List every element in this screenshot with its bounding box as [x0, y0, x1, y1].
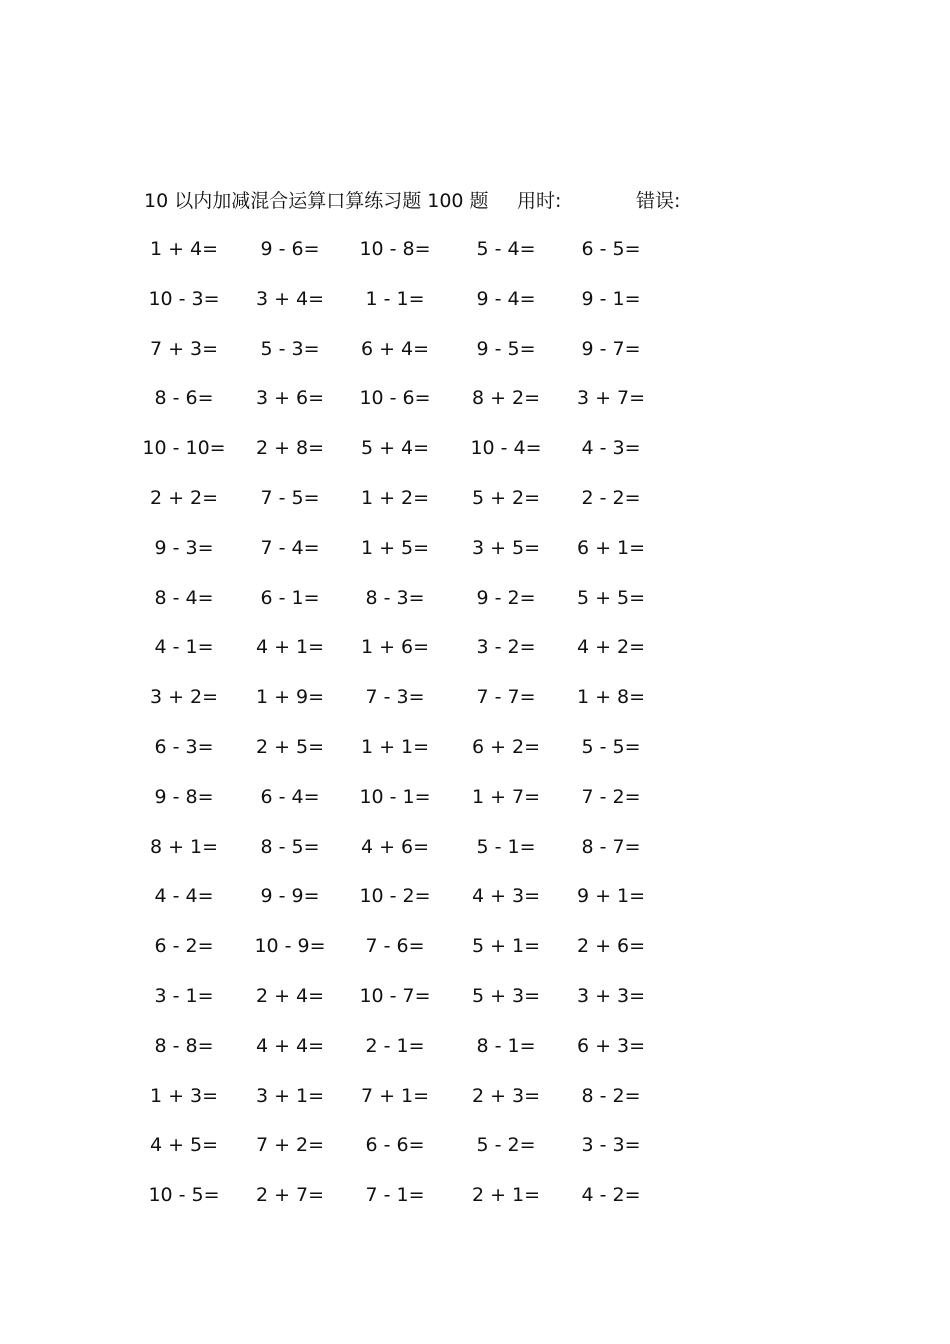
math-problem: 10 - 9= [254, 935, 326, 958]
math-problem: 6 + 2= [471, 735, 541, 758]
math-problem: 5 + 2= [471, 486, 541, 509]
math-problem: 2 + 8= [255, 437, 325, 460]
math-problem: 2 + 7= [255, 1184, 325, 1207]
worksheet-title: 10 以内加减混合运算口算练习题 100 题 [144, 190, 489, 212]
math-problem: 3 + 3= [576, 984, 646, 1007]
math-problem: 4 + 1= [255, 636, 325, 659]
problem-row [0, 383, 950, 433]
math-problem: 5 - 1= [476, 835, 536, 858]
math-problem: 2 + 5= [255, 735, 325, 758]
math-problem: 6 + 4= [360, 337, 430, 360]
problem-row [0, 732, 950, 782]
math-problem: 9 - 3= [154, 536, 214, 559]
math-problem: 9 - 1= [581, 287, 641, 310]
math-problem: 7 - 4= [260, 536, 320, 559]
math-problem: 10 - 5= [148, 1184, 220, 1207]
math-problem: 1 + 5= [360, 536, 430, 559]
math-problem: 7 + 3= [149, 337, 219, 360]
math-problem: 1 - 1= [365, 287, 425, 310]
math-problem: 9 - 2= [476, 586, 536, 609]
math-problem: 1 + 7= [471, 785, 541, 808]
time-used-label: 用时: [517, 190, 562, 212]
math-problem: 8 + 2= [471, 387, 541, 410]
math-problem: 5 - 4= [476, 238, 536, 260]
math-problem: 6 - 6= [365, 1134, 425, 1157]
math-problem: 7 - 6= [365, 935, 425, 958]
math-problem: 8 - 6= [154, 387, 214, 410]
math-problem: 3 + 7= [576, 387, 646, 410]
math-problem: 5 + 4= [360, 437, 430, 460]
math-problem: 4 + 4= [255, 1034, 325, 1057]
math-problem: 8 + 1= [149, 835, 219, 858]
math-problem: 6 + 3= [576, 1034, 646, 1057]
math-problem: 1 + 3= [149, 1084, 219, 1107]
problem-row [0, 881, 950, 931]
math-problem: 7 - 3= [365, 686, 425, 709]
math-problem: 10 - 10= [142, 437, 226, 460]
math-problem: 8 - 4= [154, 586, 214, 609]
math-problem: 9 - 9= [260, 885, 320, 908]
math-problem: 9 - 6= [260, 238, 320, 260]
problem-row [0, 234, 950, 284]
math-problem: 9 + 1= [576, 885, 646, 908]
math-problem: 10 - 1= [359, 785, 431, 808]
math-problem: 3 + 5= [471, 536, 541, 559]
problem-row [0, 334, 950, 384]
problem-row [0, 682, 950, 732]
math-problem: 1 + 1= [360, 735, 430, 758]
problem-row [0, 782, 950, 832]
math-problem: 4 + 6= [360, 835, 430, 858]
math-problem: 7 - 2= [581, 785, 641, 808]
math-problem: 6 + 1= [576, 536, 646, 559]
math-problem: 3 - 2= [476, 636, 536, 659]
math-problem: 3 - 1= [154, 984, 214, 1007]
math-problem: 6 - 3= [154, 735, 214, 758]
math-problem: 9 - 7= [581, 337, 641, 360]
math-problem: 2 - 1= [365, 1034, 425, 1057]
math-problem: 5 - 2= [476, 1134, 536, 1157]
math-problem: 8 - 3= [365, 586, 425, 609]
math-problem: 2 + 4= [255, 984, 325, 1007]
math-problem: 5 + 5= [576, 586, 646, 609]
math-problem: 6 - 5= [581, 238, 641, 260]
math-problem: 7 - 7= [476, 686, 536, 709]
problem-row [0, 533, 950, 583]
math-problem: 8 - 1= [476, 1034, 536, 1057]
problem-row [0, 1130, 950, 1180]
math-problem: 4 - 3= [581, 437, 641, 460]
math-problem: 3 + 4= [255, 287, 325, 310]
math-problem: 4 - 4= [154, 885, 214, 908]
math-problem: 10 - 7= [359, 984, 431, 1007]
problem-row [0, 284, 950, 334]
math-problem: 7 - 1= [365, 1184, 425, 1207]
problem-row [0, 433, 950, 483]
math-problem: 4 + 3= [471, 885, 541, 908]
error-count-label: 错误: [636, 190, 681, 212]
math-problem: 8 - 5= [260, 835, 320, 858]
math-problem: 2 + 1= [471, 1184, 541, 1207]
problem-row [0, 483, 950, 533]
math-problem: 6 - 1= [260, 586, 320, 609]
problem-row [0, 583, 950, 633]
math-problem: 2 + 2= [149, 486, 219, 509]
problem-row [0, 832, 950, 882]
math-problem: 10 - 4= [470, 437, 542, 460]
math-problem: 9 - 8= [154, 785, 214, 808]
math-problem: 5 + 1= [471, 935, 541, 958]
math-problem: 10 - 8= [359, 238, 431, 260]
math-problem: 5 + 3= [471, 984, 541, 1007]
problem-row [0, 632, 950, 682]
math-problem: 6 - 4= [260, 785, 320, 808]
math-problem: 3 - 3= [581, 1134, 641, 1157]
math-problem: 10 - 3= [148, 287, 220, 310]
math-problem: 8 - 7= [581, 835, 641, 858]
math-problem: 5 - 3= [260, 337, 320, 360]
math-problem: 3 + 2= [149, 686, 219, 709]
math-problem: 10 - 2= [359, 885, 431, 908]
math-problem: 2 - 2= [581, 486, 641, 509]
problem-row [0, 981, 950, 1031]
math-problem: 1 + 9= [255, 686, 325, 709]
math-problem: 6 - 2= [154, 935, 214, 958]
problem-row [0, 1081, 950, 1131]
math-problem: 3 + 1= [255, 1084, 325, 1107]
math-problem: 5 - 5= [581, 735, 641, 758]
math-problem: 4 - 2= [581, 1184, 641, 1207]
problem-row [0, 1180, 950, 1230]
math-problem: 7 + 2= [255, 1134, 325, 1157]
math-problem: 8 - 8= [154, 1034, 214, 1057]
math-problem: 4 + 5= [149, 1134, 219, 1157]
math-problem: 8 - 2= [581, 1084, 641, 1107]
math-problem: 3 + 6= [255, 387, 325, 410]
math-problem: 1 + 2= [360, 486, 430, 509]
math-problem: 9 - 4= [476, 287, 536, 310]
math-problem: 7 + 1= [360, 1084, 430, 1107]
math-problem: 10 - 6= [359, 387, 431, 410]
problem-row [0, 1031, 950, 1081]
math-problem: 2 + 3= [471, 1084, 541, 1107]
math-problem: 1 + 6= [360, 636, 430, 659]
worksheet-header [144, 186, 784, 216]
math-problem: 2 + 6= [576, 935, 646, 958]
problem-grid [0, 234, 950, 1230]
math-problem: 4 - 1= [154, 636, 214, 659]
math-problem: 7 - 5= [260, 486, 320, 509]
math-problem: 1 + 4= [149, 238, 219, 260]
problem-row [0, 931, 950, 981]
math-problem: 4 + 2= [576, 636, 646, 659]
math-problem: 1 + 8= [576, 686, 646, 709]
math-problem: 9 - 5= [476, 337, 536, 360]
